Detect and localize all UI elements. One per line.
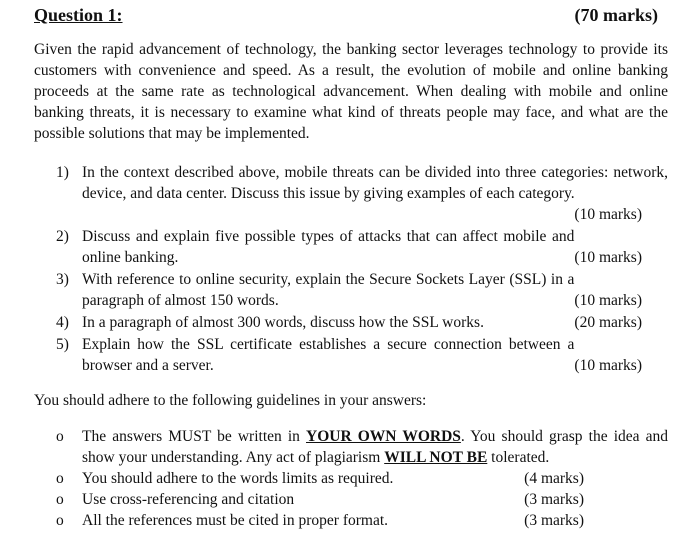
guideline-marks: (3 marks)	[524, 491, 584, 508]
question-item-4	[56, 312, 668, 333]
guidelines-heading: You should adhere to the following guidelines in your answers:	[34, 392, 427, 409]
question-text: Discuss and explain five possible types of attacks that can affect mobile and online banking.	[82, 228, 575, 266]
guideline-marks: (4 marks)	[524, 470, 584, 487]
question-header	[34, 5, 658, 31]
guidelines-list	[56, 426, 668, 531]
guideline-marks: (3 marks)	[524, 512, 584, 529]
question-number: 1)	[56, 164, 69, 181]
question-item-5	[56, 334, 668, 376]
guideline-item-4	[56, 510, 668, 531]
question-text: Explain how the SSL certificate establishes a secure connection between a browser and a server.	[82, 336, 575, 374]
question-text: In a paragraph of almost 300 words, discuss how the SSL works.	[82, 314, 484, 331]
question-item-1	[56, 162, 668, 225]
question-marks: (10 marks)	[574, 206, 642, 223]
guideline-text: You should adhere to the words limits as required.	[82, 470, 394, 487]
emphasis-text: YOUR OWN WORDS	[306, 428, 461, 445]
question-text: In the context described above, mobile threats can be divided into three categories: network, device, and data center. Discuss this issue by giving examples of each category.	[82, 164, 668, 202]
guideline-text: The answers MUST be written in YOUR OWN WORDS. You should grasp the idea and show your understanding. Any act of plagiarism WILL NOT BE tolerated.	[82, 428, 668, 466]
guideline-text: All the references must be cited in proper format.	[82, 512, 389, 529]
bullet-icon: o	[56, 428, 64, 445]
question-item-2	[56, 226, 668, 268]
question-marks: (10 marks)	[574, 357, 642, 374]
bullet-icon: o	[56, 470, 64, 487]
emphasis-text: WILL NOT BE	[384, 449, 488, 466]
guideline-text: Use cross-referencing and citation	[82, 491, 295, 508]
intro-paragraph: Given the rapid advancement of technology, the banking sector leverages technology to provide its customers with convenience and speed. As a result, the evolution of mobile and online banking proceeds at the same rate as technological advancement. When dealing with mobile and online banking threats, it is necessary to examine what kind of threats people may face, and what are the possible solutions that may be implemented.	[34, 41, 668, 142]
bullet-icon: o	[56, 512, 64, 529]
question-title: Question 1:	[34, 5, 123, 25]
question-number: 2)	[56, 228, 69, 245]
question-text: With reference to online security, explain the Secure Sockets Layer (SSL) in a paragraph of almost 150 words.	[82, 271, 575, 309]
question-marks: (10 marks)	[574, 249, 642, 266]
question-number: 5)	[56, 336, 69, 353]
guideline-item-2	[56, 468, 668, 489]
question-marks: (10 marks)	[574, 292, 642, 309]
question-number: 3)	[56, 271, 69, 288]
question-total-marks: (70 marks)	[574, 5, 658, 25]
bullet-icon: o	[56, 491, 64, 508]
question-list	[56, 162, 668, 377]
question-marks: (20 marks)	[574, 314, 642, 331]
question-item-3	[56, 269, 668, 311]
guideline-item-3	[56, 489, 668, 510]
guideline-item-1	[56, 426, 668, 468]
question-number: 4)	[56, 314, 69, 331]
